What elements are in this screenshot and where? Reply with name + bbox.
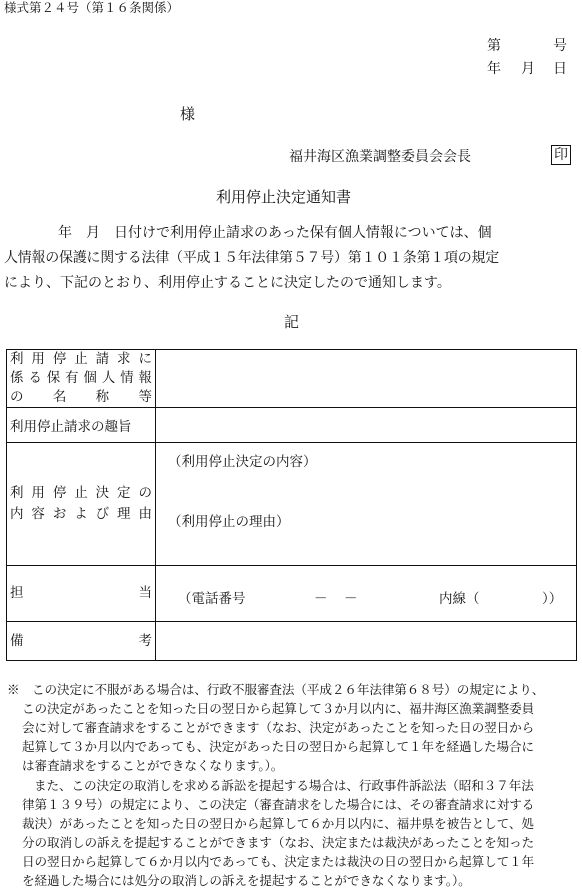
label-line: 備 考 — [10, 632, 152, 649]
note-line: ※ この決定に不服がある場合は、行政不服審査法（平成２６年法律第６８号）の規定により、 — [7, 682, 545, 697]
value-cell-remarks[interactable] — [156, 622, 577, 661]
issuer-name: 福井海区漁業調整委員会会長 — [289, 149, 471, 165]
label-cell-purpose — [7, 408, 156, 443]
table-row — [7, 622, 577, 661]
document-title: 利用停止決定通知書 — [216, 188, 352, 206]
label-line: 利 用 停 止 決 定 の — [10, 485, 152, 501]
label-line: 担 当 — [10, 585, 152, 601]
table-row — [7, 408, 577, 443]
note-line: 裁決）があったことを知った日の翌日から起算して６か月以内に、福井県を被告として、処 — [22, 816, 534, 831]
body-line-3: により、下記のとおり、利用停止することに決定したので通知します。 — [4, 275, 451, 291]
body-line-2: 人情報の保護に関する法律（平成１５年法律第５７号）第１０１条第１項の規定 — [4, 250, 499, 266]
value-cell-contact[interactable] — [156, 566, 577, 622]
label-cell-remarks — [7, 622, 156, 661]
addressee-suffix: 様 — [180, 105, 196, 123]
label-line: の 名 称 等 — [10, 389, 152, 405]
date-year: 年 — [487, 61, 501, 77]
label-cell-decision — [7, 443, 156, 566]
table-row — [7, 350, 577, 408]
purpose-label: 利用停止請求の趣旨 — [10, 419, 132, 435]
doc-no-dai: 第 — [487, 38, 501, 54]
note-line: を経過した場合には処分の取消しの訴えを提起することができなくなります。）。 — [22, 873, 471, 888]
date-day: 日 — [553, 61, 567, 77]
body-line-1: 年 月 日付けで利用停止請求のあった保有個人情報については、個 — [58, 225, 492, 241]
label-line: 内 容 お よ び 理 由 — [10, 506, 152, 522]
value-cell-decision[interactable] — [156, 443, 577, 566]
label-line: 利 用 停 止 請 求 に — [10, 351, 152, 367]
seal-mark — [551, 145, 571, 165]
decision-content-label: （利用停止決定の内容） — [168, 454, 317, 470]
note-line: は審査請求をすることができなくなります。）。 — [22, 758, 284, 773]
table-row — [7, 443, 577, 566]
form-id: 様式第２４号（第１６条関係） — [4, 0, 180, 15]
extension-label: 内線（ — [439, 591, 480, 607]
note-line: 分の取消しの訴えを提起することができます（なお、決定または裁決があったことを知った — [22, 835, 535, 850]
note-line: 律第１３９号）の規定により、この決定（審査請求をした場合には、その審査請求に対する — [22, 797, 535, 812]
doc-no-go: 号 — [553, 38, 567, 54]
label-cell-name — [7, 350, 156, 408]
date-month: 月 — [521, 61, 535, 77]
note-line: 起算して３か月以内であっても、決定があった日の翌日から起算して１年を経過した場合に — [22, 739, 534, 754]
note-line: 日の翌日から起算して６か月以内であっても、決定または裁決の日の翌日から起算して１年 — [22, 854, 535, 869]
phone-dash-1: － — [314, 591, 328, 607]
table-row — [7, 566, 577, 622]
extension-close: ）） — [542, 591, 563, 607]
decision-reason-label: （利用停止の理由） — [168, 514, 290, 530]
note-line: 会に対して審査請求をすることができます（なお、決定があったことを知った日の翌日から — [22, 720, 535, 735]
value-cell-purpose[interactable] — [156, 408, 577, 443]
label-cell-contact — [7, 566, 156, 622]
note-line: また、この決定の取消しを求める訴訟を提起する場合は、行政事件訴訟法（昭和３７年法 — [34, 778, 534, 793]
phone-dash-2: － — [344, 591, 358, 607]
phone-label: （電話番号 — [178, 591, 246, 607]
note-line: この決定があったことを知った日の翌日から起算して３か月以内に、福井海区漁業調整委員 — [22, 701, 535, 716]
label-line: 係 る 保 有 個 人 情 報 — [10, 370, 152, 386]
value-cell-name[interactable] — [156, 350, 577, 408]
ki-heading: 記 — [284, 313, 300, 331]
seal-label: 印 — [551, 145, 571, 165]
decision-table — [6, 349, 577, 661]
